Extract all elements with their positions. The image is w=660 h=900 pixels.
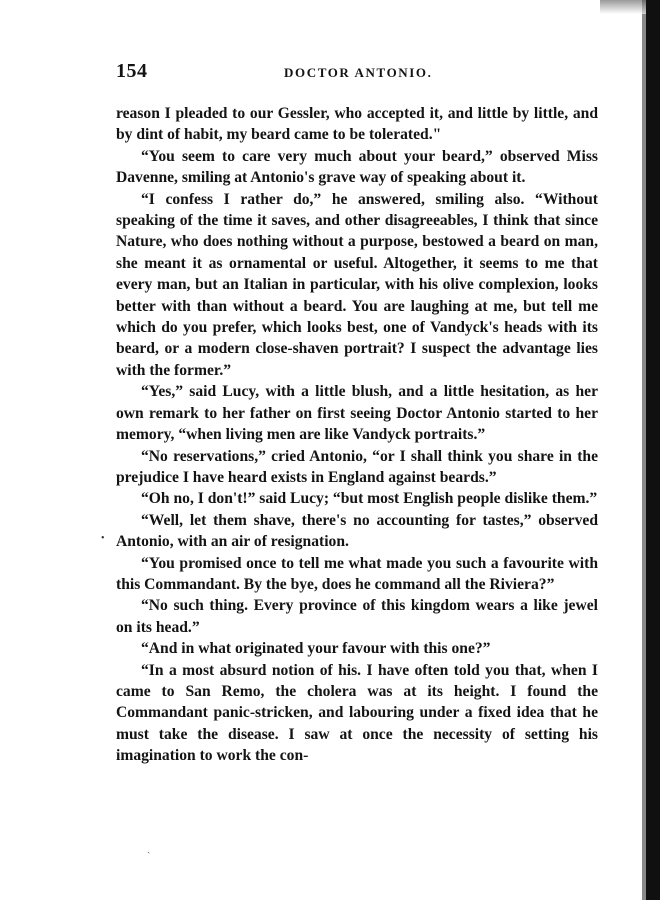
paragraph: reason I pleaded to our Gessler, who accepted it, and little by little, and by dint of habit, my beard came to be tolerated." <box>116 105 598 144</box>
paragraph: “No such thing. Every province of this kingdom wears a like jewel on its head.” <box>116 597 598 636</box>
scan-edge-border <box>646 0 660 900</box>
page-body-text <box>116 103 598 767</box>
scan-fold-mark <box>600 0 646 14</box>
paragraph: “Yes,” said Lucy, with a little blush, and a little hesitation, as her own remark to her father on first seeing Doctor Antonio started to her memory, “when living men are like Vandyck portraits.” <box>116 383 598 444</box>
paragraph: “No reservations,” cried Antonio, “or I shall think you share in the prejudice I have heard exists in England against beards.” <box>116 447 598 486</box>
paragraph: “You seem to care very much about your beard,” observed Miss Davenne, smiling at Antonio's grave way of speaking about it. <box>116 147 598 187</box>
running-head: DOCTOR ANTONIO. <box>284 65 433 80</box>
paragraph: “And in what originated your favour with this one?” <box>141 640 491 658</box>
page-header <box>116 60 596 90</box>
paragraph: “Well, let them shave, there's no accounting for tastes,” observed Antonio, with an air of resignation. <box>116 511 598 551</box>
page-number: 154 <box>116 60 148 82</box>
ink-speck: ˎ <box>147 843 151 854</box>
margin-speck: • <box>101 533 105 544</box>
paragraph: “I confess I rather do,” he answered, smiling also. “Without speaking of the time it saves, and other disagreeables, I think that since Nature, who does nothing without a purpose, bestowed a beard on man, she meant it as ornamental or useful. Altogether, it seems to me that every man, but an Italian in particular, with his olive complexion, looks better with than without a beard. You are laughing at me, but tell me which do you prefer, which looks best, one of Vandyck's heads with its beard, or a modern close-shaven portrait? I suspect the advantage lies with the former.” <box>116 190 598 379</box>
paragraph: “In a most absurd notion of his. I have often told you that, when I came to San Remo, the cholera was at its height. I found the Commandant panic-stricken, and labouring under a fixed idea that he must take the disease. I saw at once the necessity of setting his imagination to work the con- <box>116 661 598 765</box>
paragraph: “Oh no, I don't!” said Lucy; “but most English people dislike them.” <box>141 490 598 508</box>
paragraph: “You promised once to tell me what made you such a favourite with this Commandant. By the bye, does he command all the Riviera?” <box>116 554 598 593</box>
